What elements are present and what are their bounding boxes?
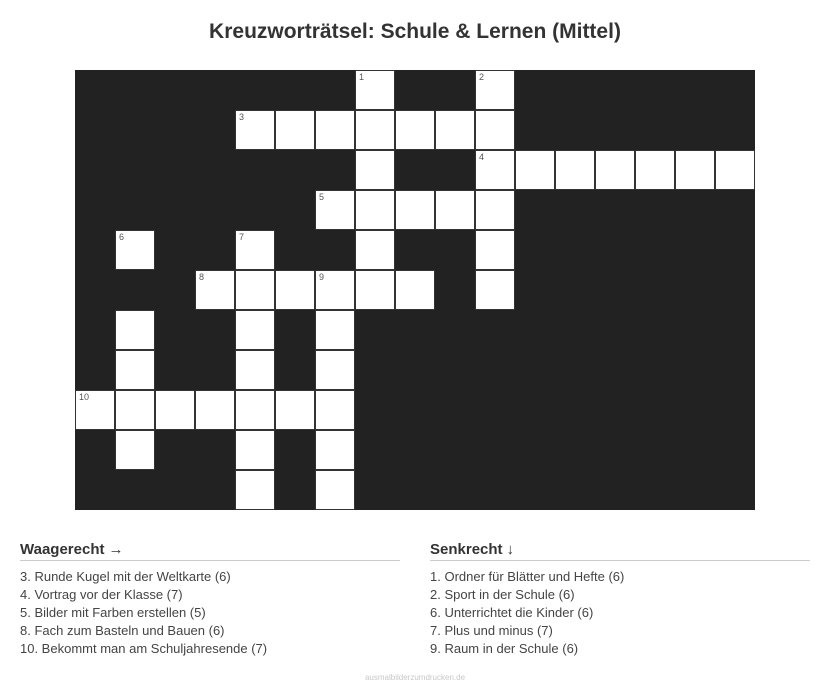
crossword-cell[interactable] xyxy=(115,310,155,350)
crossword-cell[interactable] xyxy=(315,310,355,350)
crossword-cell[interactable] xyxy=(235,470,275,510)
across-clue: 4. Vortrag vor der Klasse (7) xyxy=(20,587,183,602)
crossword-grid xyxy=(75,70,755,510)
crossword-cell[interactable] xyxy=(195,390,235,430)
crossword-cell[interactable] xyxy=(715,150,755,190)
crossword-cell[interactable] xyxy=(115,390,155,430)
crossword-cell[interactable] xyxy=(275,390,315,430)
crossword-cell[interactable] xyxy=(355,190,395,230)
clue-number: 1 xyxy=(359,72,365,82)
crossword-cell[interactable] xyxy=(315,110,355,150)
clue-number: 3 xyxy=(239,112,245,122)
across-heading xyxy=(20,541,400,561)
crossword-cell[interactable] xyxy=(275,110,315,150)
down-heading-label: Senkrecht xyxy=(430,541,503,558)
across-clue: 5. Bilder mit Farben erstellen (5) xyxy=(20,605,206,620)
clue-number: 5 xyxy=(319,192,325,202)
crossword-cell[interactable] xyxy=(235,310,275,350)
crossword-cell[interactable] xyxy=(115,230,155,270)
crossword-cell[interactable] xyxy=(515,150,555,190)
clue-number: 4 xyxy=(479,152,485,162)
crossword-cell[interactable] xyxy=(235,430,275,470)
clue-number: 8 xyxy=(199,272,205,282)
down-clue: 9. Raum in der Schule (6) xyxy=(430,641,579,656)
clue-number: 6 xyxy=(119,232,125,242)
crossword-cell[interactable] xyxy=(315,470,355,510)
crossword-cell[interactable] xyxy=(75,390,115,430)
crossword-cell[interactable] xyxy=(675,150,715,190)
crossword-cell[interactable] xyxy=(315,350,355,390)
crossword-cell[interactable] xyxy=(235,230,275,270)
crossword-cell[interactable] xyxy=(315,190,355,230)
crossword-cell[interactable] xyxy=(315,430,355,470)
crossword-cell[interactable] xyxy=(115,430,155,470)
down-clue: 6. Unterrichtet die Kinder (6) xyxy=(430,605,594,620)
across-clue: 10. Bekommt man am Schuljahresende (7) xyxy=(20,641,268,656)
footer-watermark: ausmalbilderzumdrucken.de xyxy=(364,673,466,682)
clue-number: 9 xyxy=(319,272,325,282)
crossword-cell[interactable] xyxy=(275,270,315,310)
page-title: Kreuzworträtsel: Schule & Lernen (Mittel) xyxy=(209,20,621,43)
crossword-cell[interactable] xyxy=(235,350,275,390)
crossword-cell[interactable] xyxy=(195,270,235,310)
arrow-right-icon: → xyxy=(108,541,124,558)
clue-number: 2 xyxy=(479,72,485,82)
crossword-cell[interactable] xyxy=(395,270,435,310)
crossword-cell[interactable] xyxy=(435,190,475,230)
across-clue: 8. Fach zum Basteln und Bauen (6) xyxy=(20,623,225,638)
crossword-cell[interactable] xyxy=(235,270,275,310)
crossword-cell[interactable] xyxy=(355,70,395,110)
down-clue: 2. Sport in der Schule (6) xyxy=(430,587,575,602)
down-clues xyxy=(430,541,810,658)
crossword-cell[interactable] xyxy=(595,150,635,190)
crossword-cell[interactable] xyxy=(475,270,515,310)
crossword-cell[interactable] xyxy=(395,110,435,150)
crossword-cell[interactable] xyxy=(155,390,195,430)
down-heading xyxy=(430,541,810,561)
across-clues xyxy=(20,541,400,658)
crossword-cell[interactable] xyxy=(355,110,395,150)
clue-number: 7 xyxy=(239,232,245,242)
across-heading-label: Waagerecht xyxy=(20,541,105,558)
crossword-cell[interactable] xyxy=(475,110,515,150)
across-clue: 3. Runde Kugel mit der Weltkarte (6) xyxy=(20,569,231,584)
crossword-cell[interactable] xyxy=(235,110,275,150)
crossword-cell[interactable] xyxy=(355,270,395,310)
crossword-cell[interactable] xyxy=(435,110,475,150)
crossword-cell[interactable] xyxy=(115,350,155,390)
crossword-cell[interactable] xyxy=(315,390,355,430)
crossword-cell[interactable] xyxy=(475,190,515,230)
crossword-cell[interactable] xyxy=(235,390,275,430)
arrow-down-icon: ↓ xyxy=(506,541,515,558)
crossword-cell[interactable] xyxy=(475,150,515,190)
crossword-cell[interactable] xyxy=(475,70,515,110)
crossword-cell[interactable] xyxy=(315,270,355,310)
down-clue: 1. Ordner für Blätter und Hefte (6) xyxy=(430,569,625,584)
crossword-cell[interactable] xyxy=(475,230,515,270)
down-clue: 7. Plus und minus (7) xyxy=(430,623,553,638)
crossword-cell[interactable] xyxy=(635,150,675,190)
crossword-cell[interactable] xyxy=(555,150,595,190)
clue-number: 10 xyxy=(79,392,90,402)
crossword-cell[interactable] xyxy=(355,230,395,270)
crossword-cell[interactable] xyxy=(395,190,435,230)
crossword-cell[interactable] xyxy=(355,150,395,190)
